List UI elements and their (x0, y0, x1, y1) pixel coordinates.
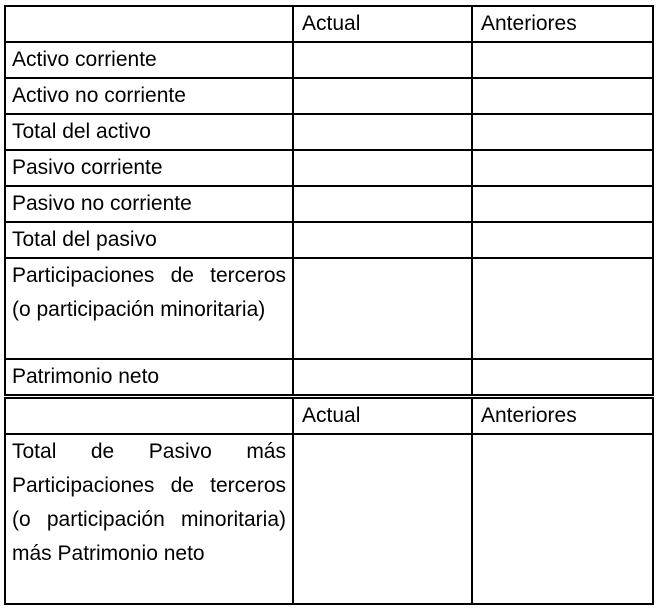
total-table (4, 397, 654, 605)
balance-table (4, 5, 654, 396)
row-label: Total del activo (5, 114, 293, 150)
cell-actual (293, 150, 472, 186)
cell-anteriores (472, 258, 653, 359)
table-row (5, 186, 653, 222)
table-row (5, 114, 653, 150)
table-row (5, 78, 653, 114)
cell-anteriores (472, 114, 653, 150)
cell-anteriores (472, 150, 653, 186)
table-row (5, 150, 653, 186)
row-label: Pasivo corriente (5, 150, 293, 186)
cell-actual (293, 359, 472, 395)
cell-actual (293, 222, 472, 258)
table-row (5, 258, 653, 359)
header-actual: Actual (293, 6, 472, 42)
table-row (5, 359, 653, 395)
cell-actual (293, 434, 472, 604)
cell-actual (293, 42, 472, 78)
table-row (5, 434, 653, 604)
table-row (5, 222, 653, 258)
row-label: Total del pasivo (5, 222, 293, 258)
header-actual: Actual (293, 398, 472, 434)
table-row (5, 42, 653, 78)
header-cell-empty (5, 6, 293, 42)
header-anteriores: Anteriores (472, 398, 653, 434)
header-cell-empty (5, 398, 293, 434)
row-label: Total de Pasivo más Participaciones de terceros (o participación minoritaria) más Patrimonio neto (5, 434, 293, 604)
cell-anteriores (472, 222, 653, 258)
header-row (5, 6, 653, 42)
cell-anteriores (472, 186, 653, 222)
header-anteriores: Anteriores (472, 6, 653, 42)
row-label: Activo no corriente (5, 78, 293, 114)
cell-actual (293, 78, 472, 114)
header-row (5, 398, 653, 434)
cell-anteriores (472, 359, 653, 395)
cell-anteriores (472, 42, 653, 78)
cell-actual (293, 258, 472, 359)
cell-actual (293, 114, 472, 150)
row-label: Patrimonio neto (5, 359, 293, 395)
row-label: Activo corriente (5, 42, 293, 78)
cell-actual (293, 186, 472, 222)
cell-anteriores (472, 434, 653, 604)
row-label: Pasivo no corriente (5, 186, 293, 222)
cell-anteriores (472, 78, 653, 114)
row-label: Participaciones de terceros (o participación minoritaria) (5, 258, 293, 359)
